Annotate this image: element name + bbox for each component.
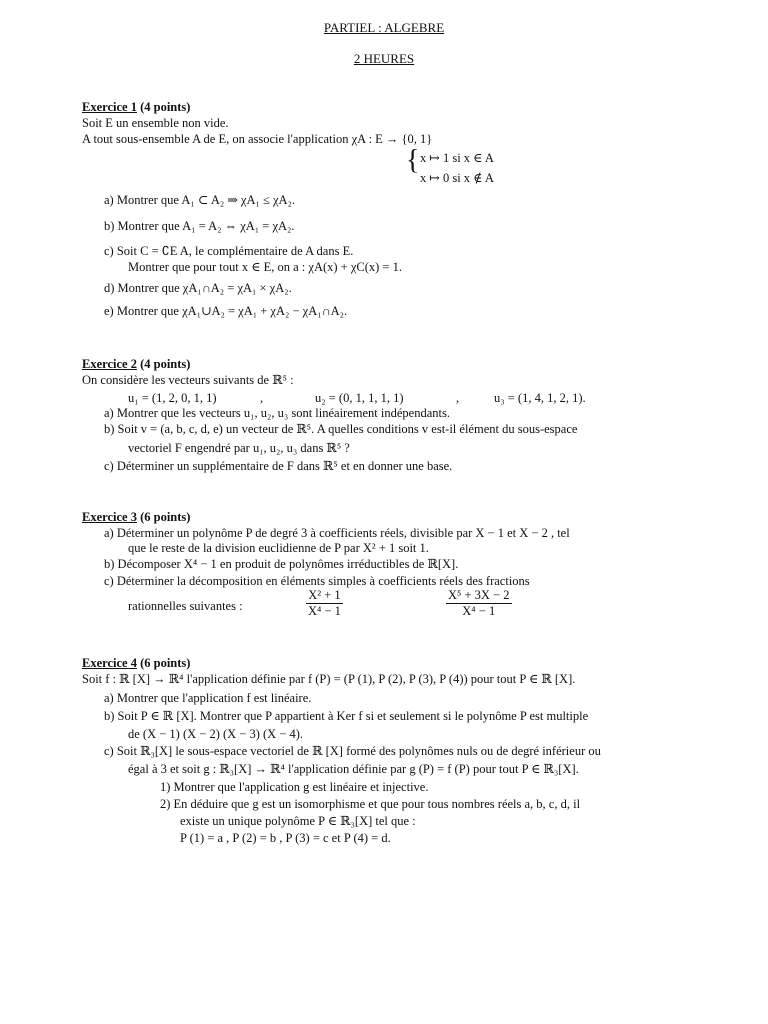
exercise-4-intro: Soit f : ℝ [X] → ℝ⁴ l'application définie par f (P) = (P (1), P (2), P (3), P (4)) pour tout P ∈ ℝ [X]. xyxy=(82,672,576,686)
fraction-1 xyxy=(306,588,343,619)
exercise-1-heading xyxy=(82,99,190,115)
exercise-4-question-b-2: de (X − 1) (X − 2) (X − 3) (X − 4). xyxy=(128,727,304,741)
cases-brace: { xyxy=(406,145,420,176)
exercise-4-points: (6 points) xyxy=(136,656,191,670)
fraction-2-denominator: X⁴ − 1 xyxy=(462,604,496,618)
exercise-1-question-a: a) Montrer que A₁ ⊂ A₂ ⇒ χA₁ ≤ χA₂. xyxy=(104,193,296,207)
exercise-1-question-b: b) Montrer que A₁ = A₂ ⇔ χA₁ = χA₂. xyxy=(104,219,295,233)
exercise-4-question-c-sub-2b: existe un unique polynôme P ∈ ℝ₃[X] tel que : xyxy=(180,814,416,828)
exercise-2-question-b-1: b) Soit v = (a, b, c, d, e) un vecteur de ℝ⁵. A quelles conditions v est-il élément du sous-espace xyxy=(104,422,578,436)
exercise-4-heading xyxy=(82,655,190,671)
vector-u1: u₁ = (1, 2, 0, 1, 1) xyxy=(128,391,217,405)
exercise-1-question-c-1: c) Soit C = ∁E A, le complémentaire de A dans E. xyxy=(104,244,354,258)
exercise-3-title: Exercice 3 xyxy=(82,510,137,524)
vector-separator-1: , xyxy=(260,391,264,405)
exercise-2-question-c: c) Déterminer un supplémentaire de F dans ℝ⁵ et en donner une base. xyxy=(104,459,453,473)
fraction-2 xyxy=(446,588,512,619)
exercise-1-points: (4 points) xyxy=(136,100,191,114)
exercise-4-question-c-2: égal à 3 et soit g : ℝ₃[X] → ℝ⁴ l'application définie par g (P) = f (P) pour tout P ∈ ℝ₃[X]. xyxy=(128,762,579,776)
exercise-2-intro: On considère les vecteurs suivants de ℝ⁵ : xyxy=(82,373,294,387)
exercise-3-question-a-1: a) Déterminer un polynôme P de degré 3 à coefficients réels, divisible par X − 1 et X − 2 , tel xyxy=(104,526,570,540)
exercise-1-intro-2: A tout sous-ensemble A de E, on associe l'application χA : E → {0, 1} xyxy=(82,132,433,146)
exercise-1-question-d: d) Montrer que χA₁∩A₂ = χA₁ × χA₂. xyxy=(104,281,292,295)
vector-separator-2: , xyxy=(456,391,460,405)
fraction-1-denominator: X⁴ − 1 xyxy=(308,604,341,618)
exercise-3-points: (6 points) xyxy=(136,510,191,524)
exam-duration: 2 HEURES xyxy=(353,51,415,66)
exercise-1-question-e: e) Montrer que χA₁∪A₂ = χA₁ + χA₂ − χA₁∩A₂. xyxy=(104,304,348,318)
exercise-2-title: Exercice 2 xyxy=(82,357,137,371)
fraction-1-numerator: X² + 1 xyxy=(306,588,343,604)
exercise-1-intro-1: Soit E un ensemble non vide. xyxy=(82,116,229,130)
exercise-3-question-c-2: rationnelles suivantes : xyxy=(128,599,243,613)
exercise-3-heading xyxy=(82,509,190,525)
exercise-4-question-a: a) Montrer que l'application f est linéaire. xyxy=(104,691,312,705)
exercise-2-question-a: a) Montrer que les vecteurs u₁, u₂, u₃ sont linéairement indépendants. xyxy=(104,406,450,420)
exercise-4-title: Exercice 4 xyxy=(82,656,137,670)
exercise-3-question-a-2: que le reste de la division euclidienne de P par X² + 1 soit 1. xyxy=(128,541,429,555)
exercise-4-question-b-1: b) Soit P ∈ ℝ [X]. Montrer que P appartient à Ker f si et seulement si le polynôme P est multiple xyxy=(104,709,589,723)
exercise-4-question-c-sub-2c: P (1) = a , P (2) = b , P (3) = c et P (4) = d. xyxy=(180,831,391,845)
exercise-1-title: Exercice 1 xyxy=(82,100,137,114)
exercise-1-case-1: x ↦ 1 si x ∈ A xyxy=(420,151,494,165)
exercise-2-question-b-2: vectoriel F engendré par u₁, u₂, u₃ dans ℝ⁵ ? xyxy=(128,441,350,455)
exercise-1-question-c-2: Montrer que pour tout x ∈ E, on a : χA(x) + χC(x) = 1. xyxy=(128,260,402,274)
vector-u3: u₃ = (1, 4, 1, 2, 1). xyxy=(494,391,586,405)
exercise-4-question-c-sub-1: 1) Montrer que l'application g est linéaire et injective. xyxy=(160,780,429,794)
fraction-2-numerator: X⁵ + 3X − 2 xyxy=(448,588,510,602)
exercise-1-case-2: x ↦ 0 si x ∉ A xyxy=(420,171,494,185)
exercise-2-points: (4 points) xyxy=(136,357,191,371)
vector-u2: u₂ = (0, 1, 1, 1, 1) xyxy=(315,391,404,405)
exercise-4-question-c-sub-2a: 2) En déduire que g est un isomorphisme et que pour tous nombres réels a, b, c, d, il xyxy=(160,797,581,811)
exercise-4-question-c-1: c) Soit ℝ₃[X] le sous-espace vectoriel de ℝ [X] formé des polynômes nuls ou de degré inférieur ou xyxy=(104,744,601,758)
exercise-3-question-b: b) Décomposer X⁴ − 1 en produit de polynômes irréductibles de ℝ[X]. xyxy=(104,557,459,571)
exercise-3-question-c-1: c) Déterminer la décomposition en éléments simples à coefficients réels des fractions xyxy=(104,574,530,588)
exam-title: PARTIEL : ALGEBRE xyxy=(323,20,445,35)
exercise-2-heading xyxy=(82,356,190,372)
